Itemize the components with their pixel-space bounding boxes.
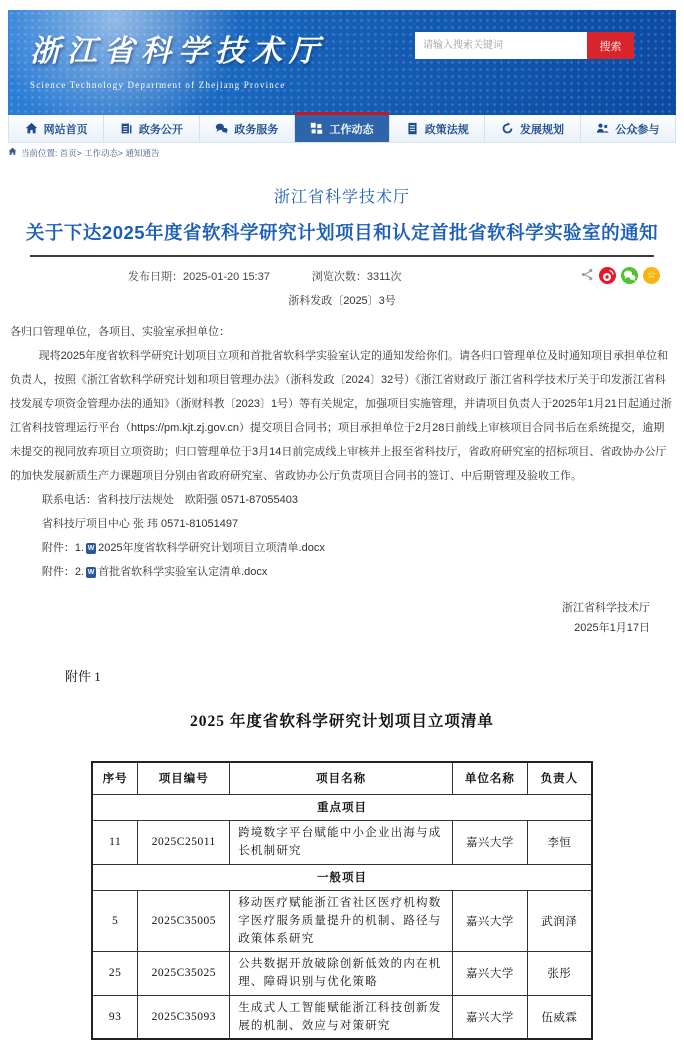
nav-item-6[interactable]	[485, 115, 580, 142]
nav-item-7[interactable]	[581, 115, 676, 142]
table-row	[92, 995, 592, 1039]
favorite-star-icon[interactable]: ☆	[643, 267, 660, 284]
attachment-line-1	[10, 536, 674, 560]
home-icon	[25, 122, 38, 135]
search-input[interactable]	[415, 32, 587, 59]
table-section-row	[92, 794, 592, 820]
search-box	[415, 32, 634, 59]
annex-table-title: 2025 年度省软科学研究计划项目立项清单	[190, 713, 494, 730]
signature-date: 2025年1月17日	[574, 622, 650, 634]
attachment-1-label: 附件：1.	[41, 542, 85, 554]
publish-date: 发布日期：2025-01-20 15:37	[128, 270, 270, 283]
table-cell: 嘉兴大学	[453, 951, 528, 995]
table-cell: 李恒	[527, 820, 592, 864]
nav-item-label: 工作动态	[329, 123, 374, 136]
site-logo	[30, 26, 326, 90]
nav-item-1[interactable]	[8, 115, 104, 142]
view-count: 浏览次数：3311次	[311, 270, 402, 283]
table-cell: 张彤	[527, 951, 592, 995]
table-row	[92, 890, 592, 951]
table-column-header: 项目编号	[138, 762, 230, 794]
article-title: 关于下达2025年度省软科学研究计划项目和认定首批省软科学实验室的通知	[25, 222, 659, 243]
project-table	[91, 761, 593, 1040]
chat-icon	[215, 122, 228, 135]
article	[0, 184, 684, 1040]
table-cell: 2025C35025	[138, 951, 230, 995]
share-bar	[581, 267, 660, 284]
table-cell: 伍威霖	[527, 995, 592, 1039]
nav-item-label: 政务公开	[138, 123, 183, 136]
table-column-header: 项目名称	[230, 762, 453, 794]
table-row	[92, 951, 592, 995]
table-cell: 嘉兴大学	[453, 890, 528, 951]
table-cell: 跨境数字平台赋能中小企业出海与成长机制研究	[230, 820, 453, 864]
nav-item-label: 政策法规	[424, 123, 469, 136]
signature-org: 浙江省科学技术厅	[562, 602, 650, 614]
word-doc-icon: W	[87, 568, 95, 576]
attachment-2-label: 附件：2.	[41, 566, 85, 578]
nav-item-5[interactable]	[390, 115, 485, 142]
table-cell: 93	[92, 995, 138, 1039]
attachment-line-2	[10, 560, 674, 584]
nav-item-2[interactable]	[104, 115, 199, 142]
table-cell: 25	[92, 951, 138, 995]
table-cell: 移动医疗赋能浙江省社区医疗机构数字医疗服务质量提升的机制、路径与政策体系研究	[230, 890, 453, 951]
site-logo-title: 浙江省科学技术厅	[30, 35, 326, 68]
law-doc-icon	[406, 122, 419, 135]
table-header-row	[92, 762, 592, 794]
nav-item-label: 公众参与	[615, 123, 660, 136]
article-body	[10, 320, 674, 584]
article-org-title: 浙江省科学技术厅	[273, 189, 410, 206]
table-cell: 2025C25011	[138, 820, 230, 864]
table-cell: 2025C35093	[138, 995, 230, 1039]
table-column-header: 负责人	[527, 762, 592, 794]
table-cell: 公共数据开放破除创新低效的内在机理、障碍识别与优化策略	[230, 951, 453, 995]
table-cell: 5	[92, 890, 138, 951]
article-meta	[10, 267, 674, 284]
salutation: 各归口管理单位，各项目、实验室承担单位：	[10, 326, 230, 338]
table-section-label: 重点项目	[92, 794, 592, 820]
table-cell: 嘉兴大学	[453, 820, 528, 864]
table-section-label: 一般项目	[92, 864, 592, 890]
work-grid-icon	[310, 122, 323, 135]
nav-item-label: 发展规划	[520, 123, 565, 136]
breadcrumb-text: 当前位置: 首页> 工作动态> 通知通告	[21, 147, 160, 158]
contact-line-2: 省科技厅项目中心 张 玮 0571-81051497	[41, 518, 239, 530]
nav-item-3[interactable]	[200, 115, 295, 142]
annex-heading: 附件 1	[65, 669, 101, 684]
nav-item-label: 政务服务	[234, 123, 279, 136]
contact-line-1: 联系电话：省科技厅法规处 欧阳强 0571-87055403	[41, 494, 299, 506]
word-doc-icon: W	[87, 544, 95, 552]
main-paragraph: 现将2025年度省软科学研究计划项目立项和首批省软科学实验室认定的通知发给你们。请各归口管理单位及时通知项目承担单位和负责人，按照《浙江省软科学研究计划和项目管理办法》（浙科发政〔2024〕32号）《浙江省财政厅 浙江省科学技术厅关于印发浙江省科技发展专项资金管理办法的通知》（浙财科教〔2023〕1号）等有关规定，加强项目实施管理，并请项目负责人于2025年1月21日起通过浙江省科技管理运行平台（https://pm.kjt.zj.gov.cn）提交项目合同书；项目承担单位于2月28日前线上审核项目合同书后在系统提交，逾期未提交的视同放弃项目立项资助；归口管理单位于3月14日前完成线上审核并上报至省科技厅，省政府研究室的招标项目、省政协办公厅的加快发展新质生产力课题项目分别由省政府研究室、省政协办公厅负责项目合同书的签订、中后期管理及验收工作。	[10, 350, 672, 482]
wechat-icon[interactable]	[621, 267, 638, 284]
nav-item-4[interactable]	[295, 115, 390, 142]
breadcrumb[interactable]	[8, 143, 676, 162]
document-number: 浙科发政〔2025〕3号	[288, 295, 396, 307]
project-table-head	[92, 762, 592, 794]
attachment-1-link[interactable]: 2025年度省软科学研究计划项目立项清单.docx	[98, 542, 325, 554]
table-column-header: 序号	[92, 762, 138, 794]
table-cell: 武润泽	[527, 890, 592, 951]
project-table-body	[92, 794, 592, 1039]
table-cell: 2025C35005	[138, 890, 230, 951]
table-column-header: 单位名称	[453, 762, 528, 794]
page	[0, 10, 684, 1040]
share-icon[interactable]	[581, 268, 594, 284]
table-row	[92, 820, 592, 864]
table-section-row	[92, 864, 592, 890]
main-nav	[8, 115, 676, 143]
people-icon	[596, 122, 609, 135]
home-small-icon	[8, 147, 17, 158]
table-cell: 嘉兴大学	[453, 995, 528, 1039]
weibo-icon[interactable]	[599, 267, 616, 284]
signature-block	[10, 598, 674, 638]
open-gov-icon	[120, 122, 133, 135]
site-logo-subtitle: Science Technology Department of Zhejiang Province	[30, 80, 286, 90]
table-cell: 生成式人工智能赋能浙江科技创新发展的机制、效应与对策研究	[230, 995, 453, 1039]
plan-cycle-icon	[501, 122, 514, 135]
table-cell: 11	[92, 820, 138, 864]
title-divider	[30, 255, 654, 257]
attachment-2-link[interactable]: 首批省软科学实验室认定清单.docx	[98, 566, 268, 578]
search-button[interactable]: 搜索	[587, 32, 634, 59]
site-banner	[8, 10, 676, 115]
nav-item-label: 网站首页	[43, 123, 88, 136]
